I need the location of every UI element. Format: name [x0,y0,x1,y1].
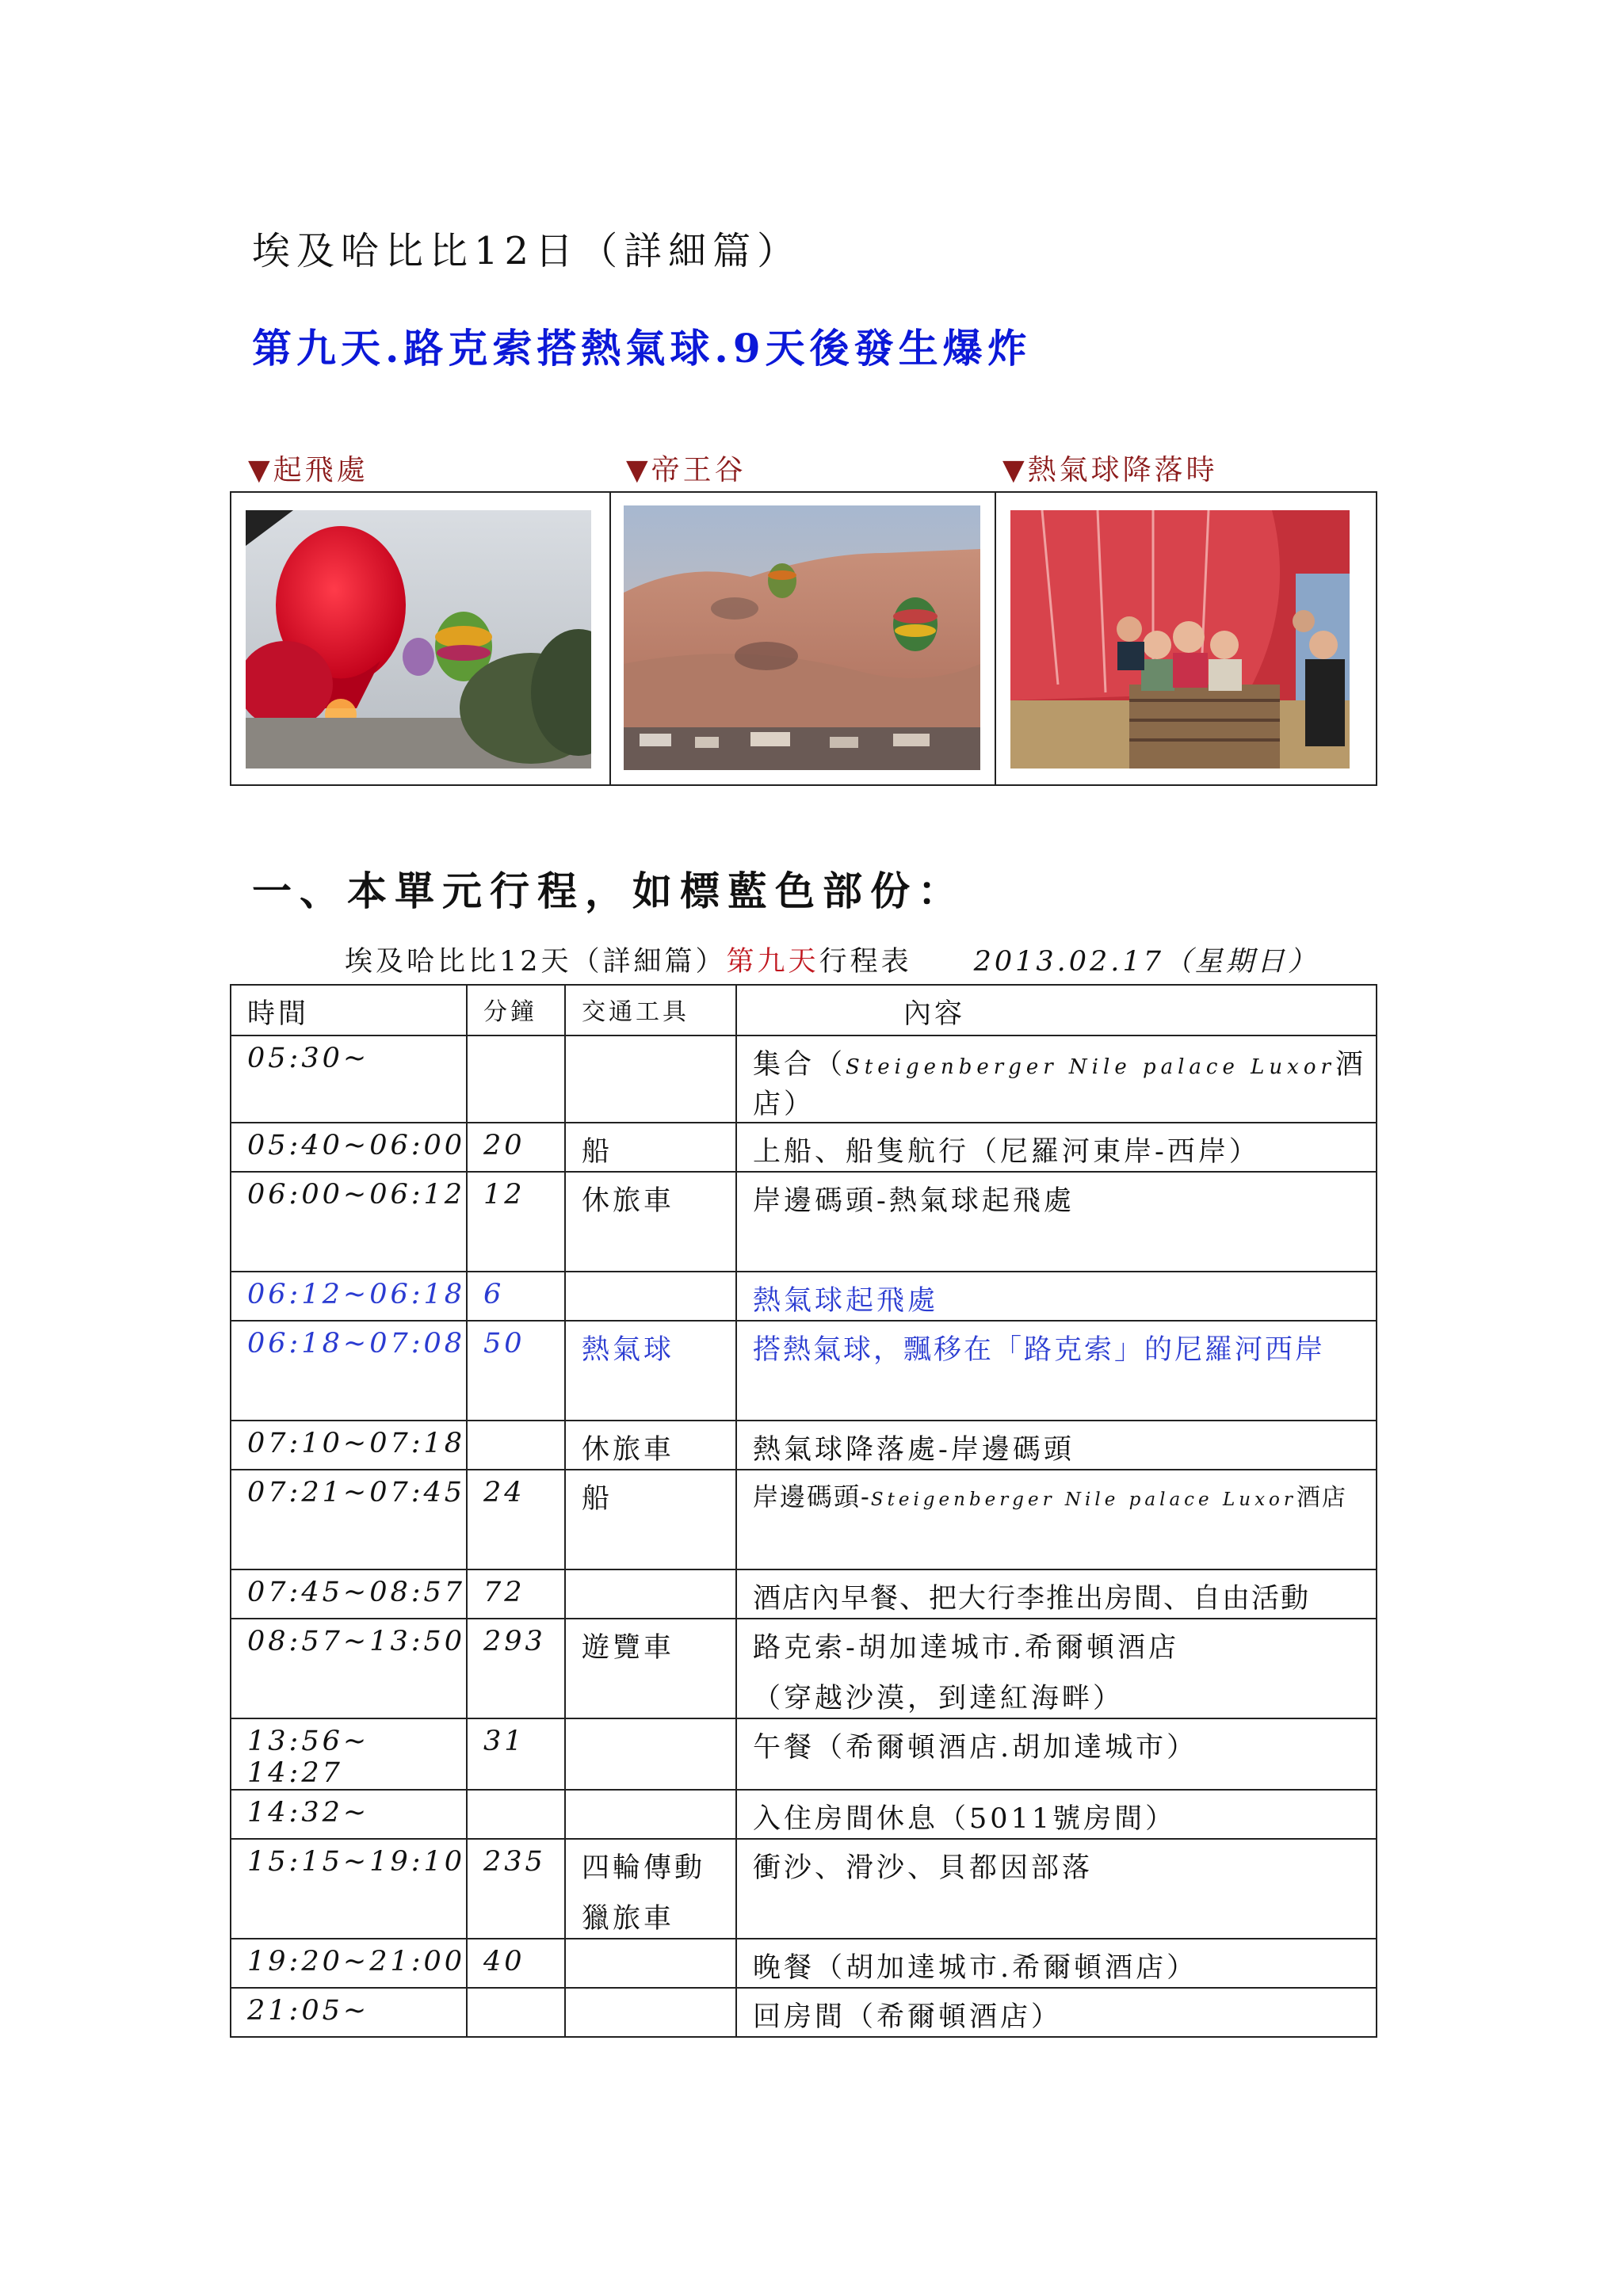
cell-time: 19:20~21:00 [231,1939,467,1988]
hotel-name: Steigenberger Nile palace Luxor [870,1489,1296,1510]
photo-cell-takeoff [231,493,611,784]
cell-time: 08:57~13:50 [231,1619,467,1718]
table-row [231,1790,1377,1839]
table-row [231,1988,1377,2037]
cell-minutes: 6 [467,1272,565,1321]
cell-time: 06:12~06:18 [231,1272,467,1321]
document-title: 埃及哈比比12日（詳細篇） [252,229,802,273]
cell-minutes [467,1421,565,1470]
cell-content: 熱氣球降落處-岸邊碼頭 [736,1421,1377,1470]
cell-time: 07:45~08:57 [231,1569,467,1619]
cell-minutes: 40 [467,1939,565,1988]
cell-time: 15:15~19:10 [231,1839,467,1939]
cell-time: 13:56~ 14:27 [231,1718,467,1790]
photo-label-landing: ▼熱氣球降落時 [1002,454,1218,486]
cell-minutes: 31 [467,1718,565,1790]
cell-transport: 船 [565,1470,736,1569]
table-row [231,1470,1377,1569]
cell-content: 衝沙、滑沙、貝都因部落 [736,1839,1377,1939]
caption-schedule: 行程表 [819,946,912,978]
cell-transport [565,1718,736,1790]
photo-cell-valley-of-kings [611,493,995,784]
cell-transport [565,1790,736,1839]
content-suffix: 酒店） [753,1049,1366,1120]
transport-line-2: 獵旅車 [582,1903,675,1935]
cell-minutes: 293 [467,1619,565,1718]
cell-minutes [467,1790,565,1839]
table-row [231,1718,1377,1790]
cell-time: 06:18~07:08 [231,1321,467,1421]
table-row [231,1123,1377,1172]
cell-content [736,1470,1377,1569]
table-row-highlighted [231,1272,1377,1321]
cell-time: 07:21~07:45 [231,1470,467,1569]
cell-minutes [467,1988,565,2037]
cell-transport [565,1839,736,1939]
cell-minutes: 72 [467,1569,565,1619]
cell-content: 回房間（希爾頓酒店） [736,1988,1377,2037]
cell-content: 上船、船隻航行（尼羅河東岸-西岸） [736,1123,1377,1172]
header-minutes: 分鐘 [467,985,565,1035]
content-line-2: （穿越沙漠，到達紅海畔） [753,1683,1125,1714]
cell-minutes [467,1035,565,1123]
caption-date: 2013.02.17（星期日） [973,946,1319,978]
photo-cell-landing [996,493,1376,784]
cell-transport [565,1035,736,1123]
table-row [231,1939,1377,1988]
content-suffix: 酒店 [1296,1484,1347,1512]
cell-content: 入住房間休息（5011號房間） [736,1790,1377,1839]
table-row [231,1421,1377,1470]
cell-minutes: 20 [467,1123,565,1172]
photo-valley-of-kings [624,505,980,770]
cell-transport: 船 [565,1123,736,1172]
cell-transport: 休旅車 [565,1421,736,1470]
photo-strip [230,491,1377,786]
table-row [231,1619,1377,1718]
caption-trip: 埃及哈比比12天（詳細篇） [345,946,727,978]
cell-time: 05:40~06:00 [231,1123,467,1172]
table-row [231,1172,1377,1272]
cell-time: 07:10~07:18 [231,1421,467,1470]
table-row [231,1569,1377,1619]
cell-time: 05:30~ [231,1035,467,1123]
cell-transport [565,1272,736,1321]
cell-transport [565,1939,736,1988]
cell-transport [565,1569,736,1619]
cell-content: 晚餐（胡加達城市.希爾頓酒店） [736,1939,1377,1988]
header-time: 時間 [231,985,467,1035]
hotel-name: Steigenberger Nile palace Luxor [846,1055,1335,1079]
section-heading: 一、本單元行程，如標藍色部份： [252,868,965,914]
cell-minutes: 50 [467,1321,565,1421]
cell-transport [565,1988,736,2037]
cell-time: 06:00~06:12 [231,1172,467,1272]
cell-content [736,1035,1377,1123]
cell-content: 搭熱氣球，飄移在「路克索」的尼羅河西岸 [736,1321,1377,1421]
photo-label-valley-of-kings: ▼帝王谷 [626,454,747,486]
content-text: 集合（ [753,1049,846,1081]
table-row-highlighted [231,1321,1377,1421]
table-row [231,1839,1377,1939]
photo-label-takeoff: ▼起飛處 [248,454,369,486]
cell-minutes: 12 [467,1172,565,1272]
cell-transport: 遊覽車 [565,1619,736,1718]
cell-transport: 休旅車 [565,1172,736,1272]
day-title: 第九天.路克索搭熱氣球.9天後發生爆炸 [252,325,1032,372]
content-line-1: 路克索-胡加達城市.希爾頓酒店 [753,1632,1179,1664]
cell-time: 21:05~ [231,1988,467,2037]
table-row [231,1035,1377,1123]
cell-content: 岸邊碼頭-熱氣球起飛處 [736,1172,1377,1272]
cell-content [736,1619,1377,1718]
caption-day: 第九天 [726,946,819,978]
cell-transport: 熱氣球 [565,1321,736,1421]
cell-time: 14:32~ [231,1790,467,1839]
cell-content: 午餐（希爾頓酒店.胡加達城市） [736,1718,1377,1790]
cell-content: 酒店內早餐、把大行李推出房間、自由活動 [736,1569,1377,1619]
photo-balloon-landing [1010,510,1350,769]
photo-balloon-takeoff [246,510,591,769]
cell-minutes: 235 [467,1839,565,1939]
cell-minutes: 24 [467,1470,565,1569]
header-content: 內容 [736,985,1377,1035]
transport-line-1: 四輪傳動 [582,1852,706,1884]
header-transport: 交通工具 [565,985,736,1035]
schedule-table [230,984,1377,2038]
table-header-row [231,985,1377,1035]
cell-content: 熱氣球起飛處 [736,1272,1377,1321]
content-text: 岸邊碼頭- [753,1482,871,1512]
schedule-caption [345,940,1319,979]
